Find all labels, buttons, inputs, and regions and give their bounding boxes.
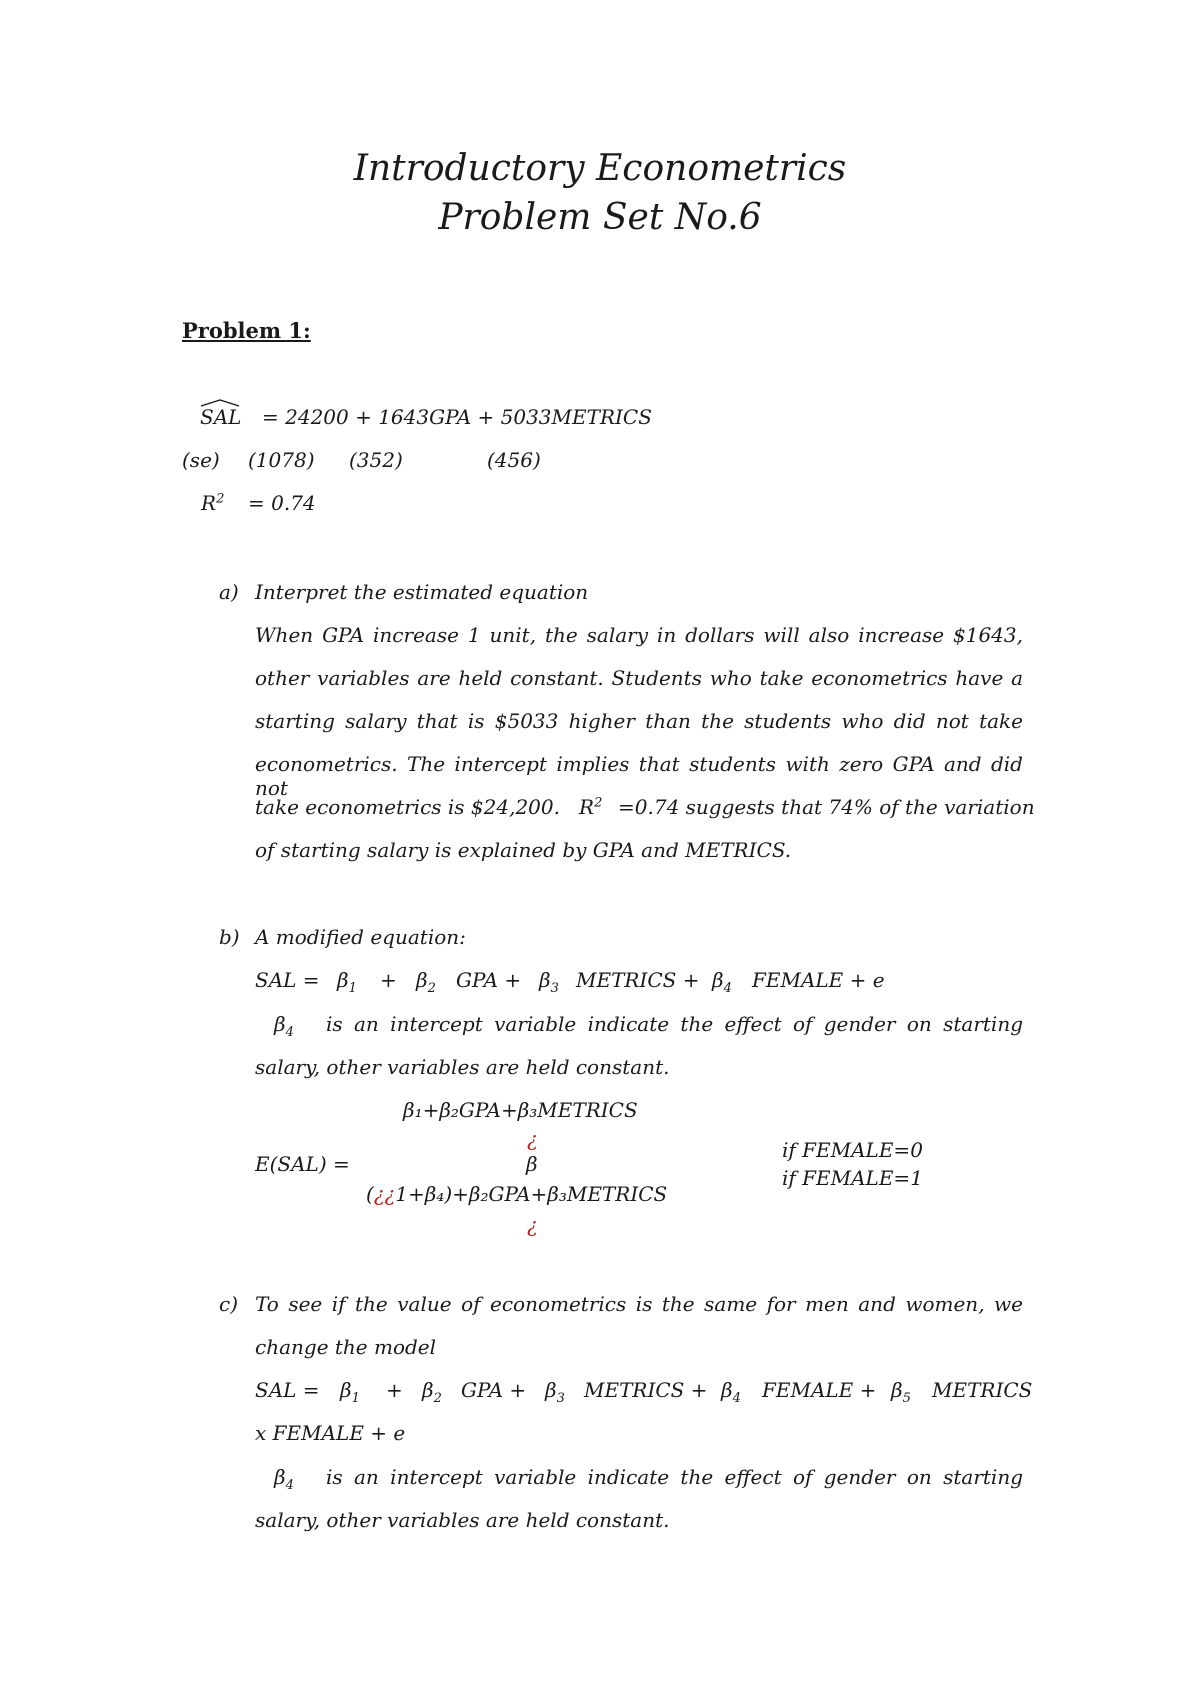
hat-icon (200, 399, 240, 407)
model-c-female: FEMALE + (762, 1378, 877, 1402)
part-a-line-1: When GPA increase 1 unit, the salary in dollars will also increase $1643, (255, 623, 1023, 647)
model-b-beta-4: $\beta_4$ (712, 968, 732, 996)
se-value-gpa: (352) (349, 448, 403, 472)
model-c-metrics: METRICS + (584, 1378, 708, 1402)
model-b-female: FEMALE + e (752, 968, 885, 992)
part-a-label: a) (219, 580, 239, 604)
part-a-line-3: starting salary that is $5033 higher than the students who did not take (255, 709, 1023, 733)
problem-heading: Problem 1: (182, 318, 311, 343)
model-c-line-2: x FEMALE + e (255, 1421, 406, 1445)
desc-b-line-1: is an intercept variable indicate the effect of gender on starting (326, 1012, 1023, 1036)
condition-female-1: if FEMALE=1 (782, 1166, 923, 1190)
expectation-lhs: E(SAL) = (255, 1152, 350, 1176)
expectation-error-glyph-1: ¿ (527, 1127, 538, 1151)
model-c-beta-2: $\beta_2$ (422, 1378, 442, 1406)
part-a-line-4: econometrics. The intercept implies that students with zero GPA and did not (255, 752, 1023, 800)
r-squared-symbol: $R^2$ (201, 491, 225, 515)
expectation-beta: β (526, 1152, 538, 1176)
r-squared-value: = 0.74 (248, 491, 316, 515)
model-b-gpa: GPA + (456, 968, 522, 992)
document-title: Introductory Econometrics (353, 148, 847, 189)
part-c-line-1: To see if the value of econometrics is the same for men and women, we (255, 1292, 1023, 1316)
model-c-beta-4: $\beta_4$ (721, 1378, 741, 1406)
model-c-gpa: GPA + (461, 1378, 527, 1402)
model-c-sal: SAL = (255, 1378, 320, 1402)
part-b-label: b) (219, 925, 240, 949)
model-c-plus: + (386, 1378, 403, 1402)
model-b-metrics: METRICS + (576, 968, 700, 992)
expectation-error-glyph-2: ¿¿ (373, 1182, 396, 1206)
part-a-line-2: other variables are held constant. Students who take econometrics have a (255, 666, 1023, 690)
model-c-beta-3: $\beta_3$ (545, 1378, 565, 1406)
part-a-line-5-end: =0.74 suggests that 74% of the variation (618, 795, 1035, 819)
expectation-error-glyph-3: ¿ (527, 1213, 538, 1237)
condition-female-0: if FEMALE=0 (782, 1138, 923, 1162)
se-value-metrics: (456) (487, 448, 541, 472)
desc-c-beta-4: $\beta_4$ (274, 1465, 294, 1493)
expectation-row-2: (¿¿1+β₄)+β₂GPA+β₃METRICS (366, 1182, 668, 1206)
estimated-equation-rhs: = 24200 + 1643GPA + 5033METRICS (262, 405, 652, 429)
model-b-plus: + (380, 968, 397, 992)
part-a-title: Interpret the estimated equation (255, 580, 589, 604)
estimated-equation-lhs (200, 405, 241, 429)
part-c-label: c) (219, 1292, 239, 1316)
model-c-beta-1: $\beta_1$ (340, 1378, 360, 1406)
model-c-metrics-2: METRICS (932, 1378, 1033, 1402)
model-c-beta-5: $\beta_5$ (891, 1378, 911, 1406)
hat-symbol: SAL (200, 405, 241, 429)
part-a-line-6: of starting salary is explained by GPA and METRICS. (255, 838, 792, 862)
desc-b-line-2: salary, other variables are held constant. (255, 1055, 670, 1079)
document-subtitle: Problem Set No.6 (438, 197, 762, 238)
part-c-line-2: change the model (255, 1335, 437, 1359)
desc-c-line-2: salary, other variables are held constant. (255, 1508, 670, 1532)
model-b-beta-2: $\beta_2$ (416, 968, 436, 996)
part-b-title: A modified equation: (255, 925, 466, 949)
se-label: (se) (182, 448, 220, 472)
desc-b-beta-4: $\beta_4$ (274, 1012, 294, 1040)
model-b-beta-1: $\beta_1$ (337, 968, 357, 996)
part-a-line-5-start: take econometrics is $24,200. (255, 795, 560, 819)
model-b-sal: SAL = (255, 968, 320, 992)
model-b-beta-3: $\beta_3$ (539, 968, 559, 996)
desc-c-line-1: is an intercept variable indicate the effect of gender on starting (326, 1465, 1023, 1489)
part-a-line-5-r2: $R^2$ (579, 795, 603, 819)
expectation-row-1: β₁+β₂GPA+β₃METRICS (403, 1098, 638, 1122)
se-value-intercept: (1078) (248, 448, 315, 472)
